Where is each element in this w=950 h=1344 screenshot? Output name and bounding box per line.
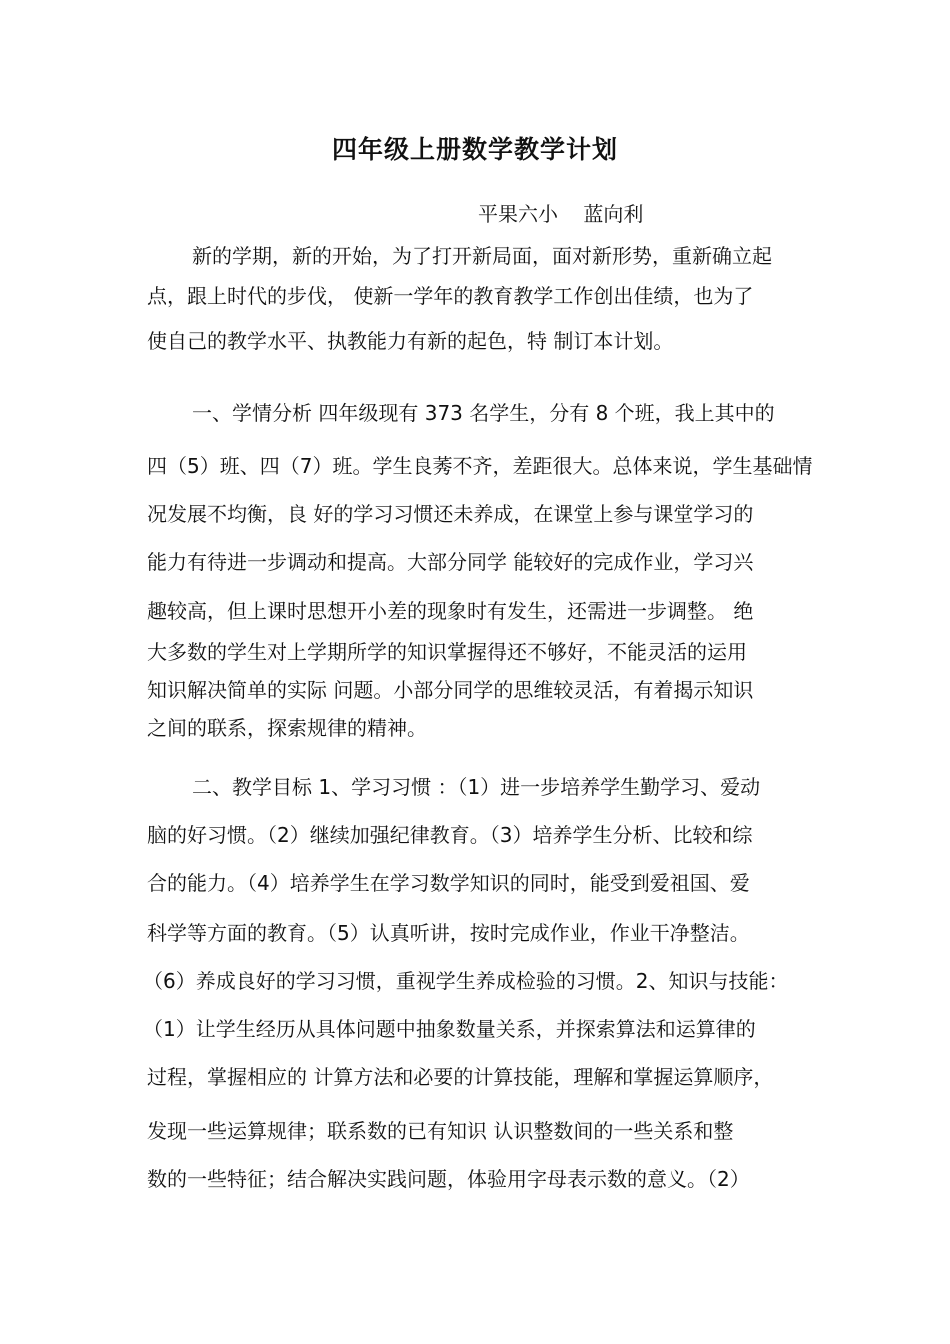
body-line: 二、教学目标 1、学习习惯 ：（1）进一步培养学生勤学习、爱动 bbox=[192, 775, 761, 799]
body-line: 趣较高，但上课时思想开小差的现象时有发生，还需进一步调整。 绝 bbox=[147, 599, 754, 623]
author-line: 平果六小 蓝向利 bbox=[478, 202, 644, 226]
body-line: 脑的好习惯。（2）继续加强纪律教育。（3）培养学生分析、比较和综 bbox=[147, 823, 753, 847]
body-line: 数的一些特征；结合解决实践问题，体验用字母表示数的意义。（2） bbox=[147, 1167, 750, 1191]
body-line: （6）养成良好的学习习惯，重视学生养成检验的习惯。2、知识与技能： bbox=[143, 969, 789, 993]
body-line: 使自己的教学水平、执教能力有新的起色，特 制订本计划。 bbox=[147, 329, 674, 353]
body-line: 知识解决简单的实际 问题。小部分同学的思维较灵活，有着揭示知识 bbox=[147, 678, 754, 702]
body-line: （1）让学生经历从具体问题中抽象数量关系，并探索算法和运算律的 bbox=[143, 1017, 756, 1041]
body-line: 发现一些运算规律；联系数的已有知识 认识整数间的一些关系和整 bbox=[147, 1119, 734, 1143]
body-line: 一、学情分析 四年级现有 373 名学生，分有 8 个班，我上其中的 bbox=[192, 401, 775, 425]
body-line: 新的学期，新的开始，为了打开新局面，面对新形势，重新确立起 bbox=[192, 244, 772, 268]
document-title: 四年级上册数学教学计划 bbox=[331, 135, 618, 164]
body-line: 科学等方面的教育。（5）认真听讲，按时完成作业，作业干净整洁。 bbox=[147, 921, 750, 945]
body-line: 点，跟上时代的步伐， 使新一学年的教育教学工作创出佳绩，也为了 bbox=[147, 284, 754, 308]
body-line: 四（5）班、四（7）班。学生良莠不齐，差距很大。总体来说，学生基础情 bbox=[147, 454, 813, 478]
body-line: 之间的联系，探索规律的精神。 bbox=[147, 716, 427, 740]
body-line: 大多数的学生对上学期所学的知识掌握得还不够好，不能灵活的运用 bbox=[147, 640, 747, 664]
body-line: 过程，掌握相应的 计算方法和必要的计算技能，理解和掌握运算顺序， bbox=[147, 1065, 774, 1089]
body-line: 能力有待进一步调动和提高。大部分同学 能较好的完成作业，学习兴 bbox=[147, 550, 754, 574]
body-line: 况发展不均衡，良 好的学习习惯还未养成，在课堂上参与课堂学习的 bbox=[147, 502, 754, 526]
body-line: 合的能力。（4）培养学生在学习数学知识的同时，能受到爱祖国、爱 bbox=[147, 871, 750, 895]
